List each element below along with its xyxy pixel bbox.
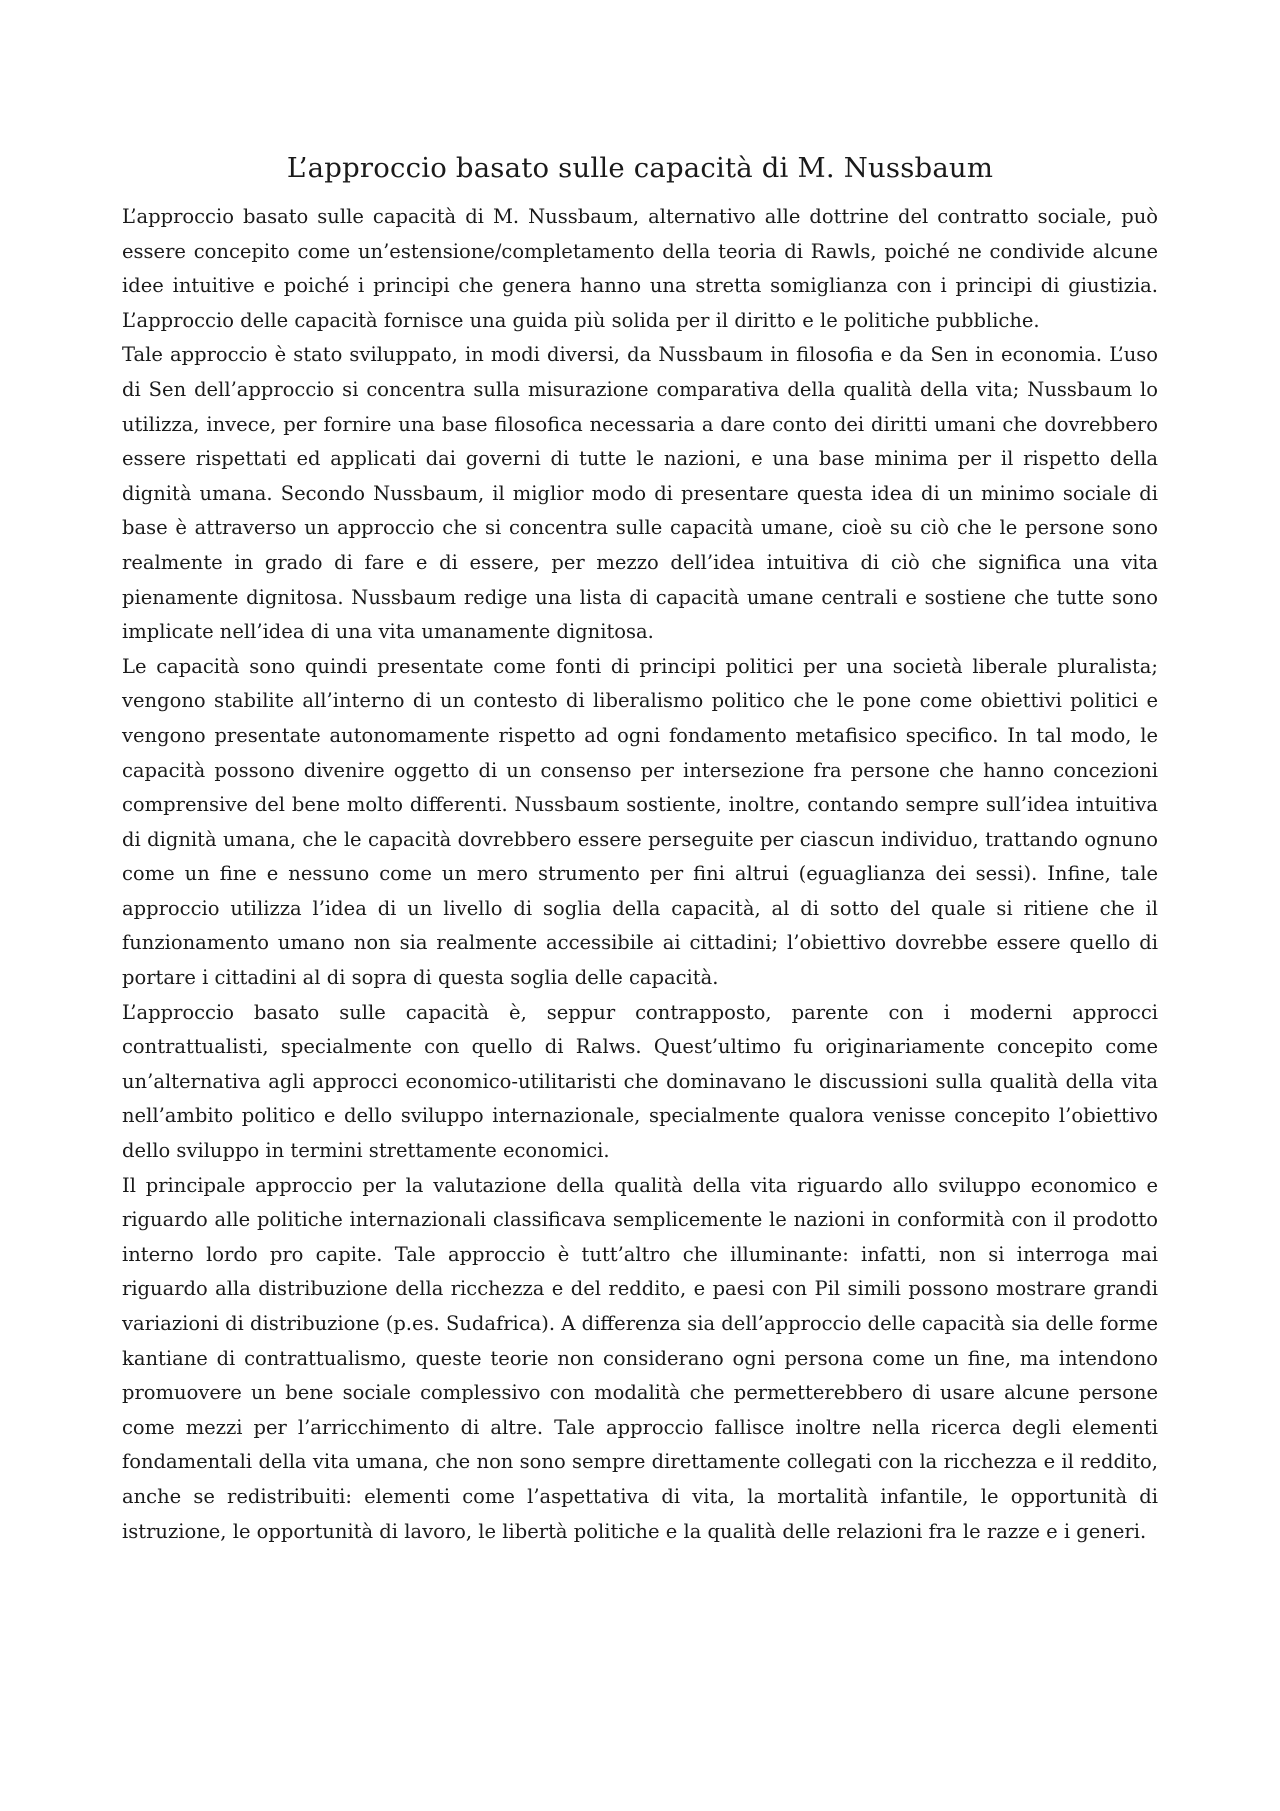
paragraph-2: Tale approccio è stato sviluppato, in modi diversi, da Nussbaum in filosofia e da Sen in economia. L’uso di Sen dell’approccio si concentra sulla misurazione comparativa della qualità della vita; Nussbaum lo utilizza, invece, per fornire una base filosofica necessaria a dare conto dei diritti umani che dovrebbero essere rispettati ed applicati dai governi di tutte le nazioni, e una base minima per il rispetto della dignità umana. Secondo Nussbaum, il miglior modo di presentare questa idea di un minimo sociale di base è attraverso un approccio che si concentra sulle capacità umane, cioè su ciò che le persone sono realmente in grado di fare e di essere, per mezzo dell’idea intuitiva di ciò che significa una vita pienamente dignitosa. Nussbaum redige una lista di capacità umane centrali e sostiene che tutte sono implicate nell’idea di una vita umanamente dignitosa. bbox=[122, 343, 1158, 644]
paragraph-1: L’approccio basato sulle capacità di M. Nussbaum, alternativo alle dottrine del contratto sociale, può essere concepito come un’estensione/completamento della teoria di Rawls, poiché ne condivide alcune idee intuitive e poiché i principi che genera hanno una stretta somiglianza con i principi di giustizia. L’approccio delle capacità fornisce una guida più solida per il diritto e le politiche pubbliche. bbox=[122, 205, 1158, 332]
paragraph-5: Il principale approccio per la valutazione della qualità della vita riguardo allo sviluppo economico e riguardo alle politiche internazionali classificava semplicemente le nazioni in conformità con il prodotto interno lordo pro capite. Tale approccio è tutt’altro che illuminante: infatti, non si interroga mai riguardo alla distribuzione della ricchezza e del reddito, e paesi con Pil simili possono mostrare grandi variazioni di distribuzione (p.es. Sudafrica). A differenza sia dell’approccio delle capacità sia delle forme kantiane di contrattualismo, queste teorie non considerano ogni persona come un fine, ma intendono promuovere un bene sociale complessivo con modalità che permetterebbero di usare alcune persone come mezzi per l’arricchimento di altre. Tale approccio fallisce inoltre nella ricerca degli elementi fondamentali della vita umana, che non sono sempre direttamente collegati con la ricchezza e il reddito, anche se redistribuiti: elementi come l’aspettativa di vita, la mortalità infantile, le opportunità di istruzione, le opportunità di lavoro, le libertà politiche e la qualità delle relazioni fra le razze e i generi. bbox=[122, 1173, 1158, 1543]
paragraph-4: L’approccio basato sulle capacità è, seppur contrapposto, parente con i moderni approcci contrattualisti, specialmente con quello di Ralws. Quest’ultimo fu originariamente concepito come un’alternativa agli approcci economico-utilitaristi che dominavano le discussioni sulla qualità della vita nell’ambito politico e dello sviluppo internazionale, specialmente qualora venisse concepito l’obiettivo dello sviluppo in termini strettamente economici. bbox=[122, 1000, 1158, 1163]
document-title: L’approccio basato sulle capacità di M. Nussbaum bbox=[286, 152, 994, 184]
document-page bbox=[122, 150, 1158, 1549]
paragraph-3: Le capacità sono quindi presentate come fonti di principi politici per una società liberale pluralista; vengono stabilite all’interno di un contesto di liberalismo politico che le pone come obiettivi politici e vengono presentate autonomamente rispetto ad ogni fondamento metafisico specifico. In tal modo, le capacità possono divenire oggetto di un consenso per intersezione fra persone che hanno concezioni comprensive del bene molto differenti. Nussbaum sostiente, inoltre, contando sempre sull’idea intuitiva di dignità umana, che le capacità dovrebbero essere perseguite per ciascun individuo, trattando ognuno come un fine e nessuno come un mero strumento per fini altrui (eguaglianza dei sessi). Infine, tale approccio utilizza l’idea di un livello di soglia della capacità, al di sotto del quale si ritiene che il funzionamento umano non sia realmente accessibile ai cittadini; l’obiettivo dovrebbe essere quello di portare i cittadini al di sopra di questa soglia delle capacità. bbox=[122, 654, 1158, 990]
